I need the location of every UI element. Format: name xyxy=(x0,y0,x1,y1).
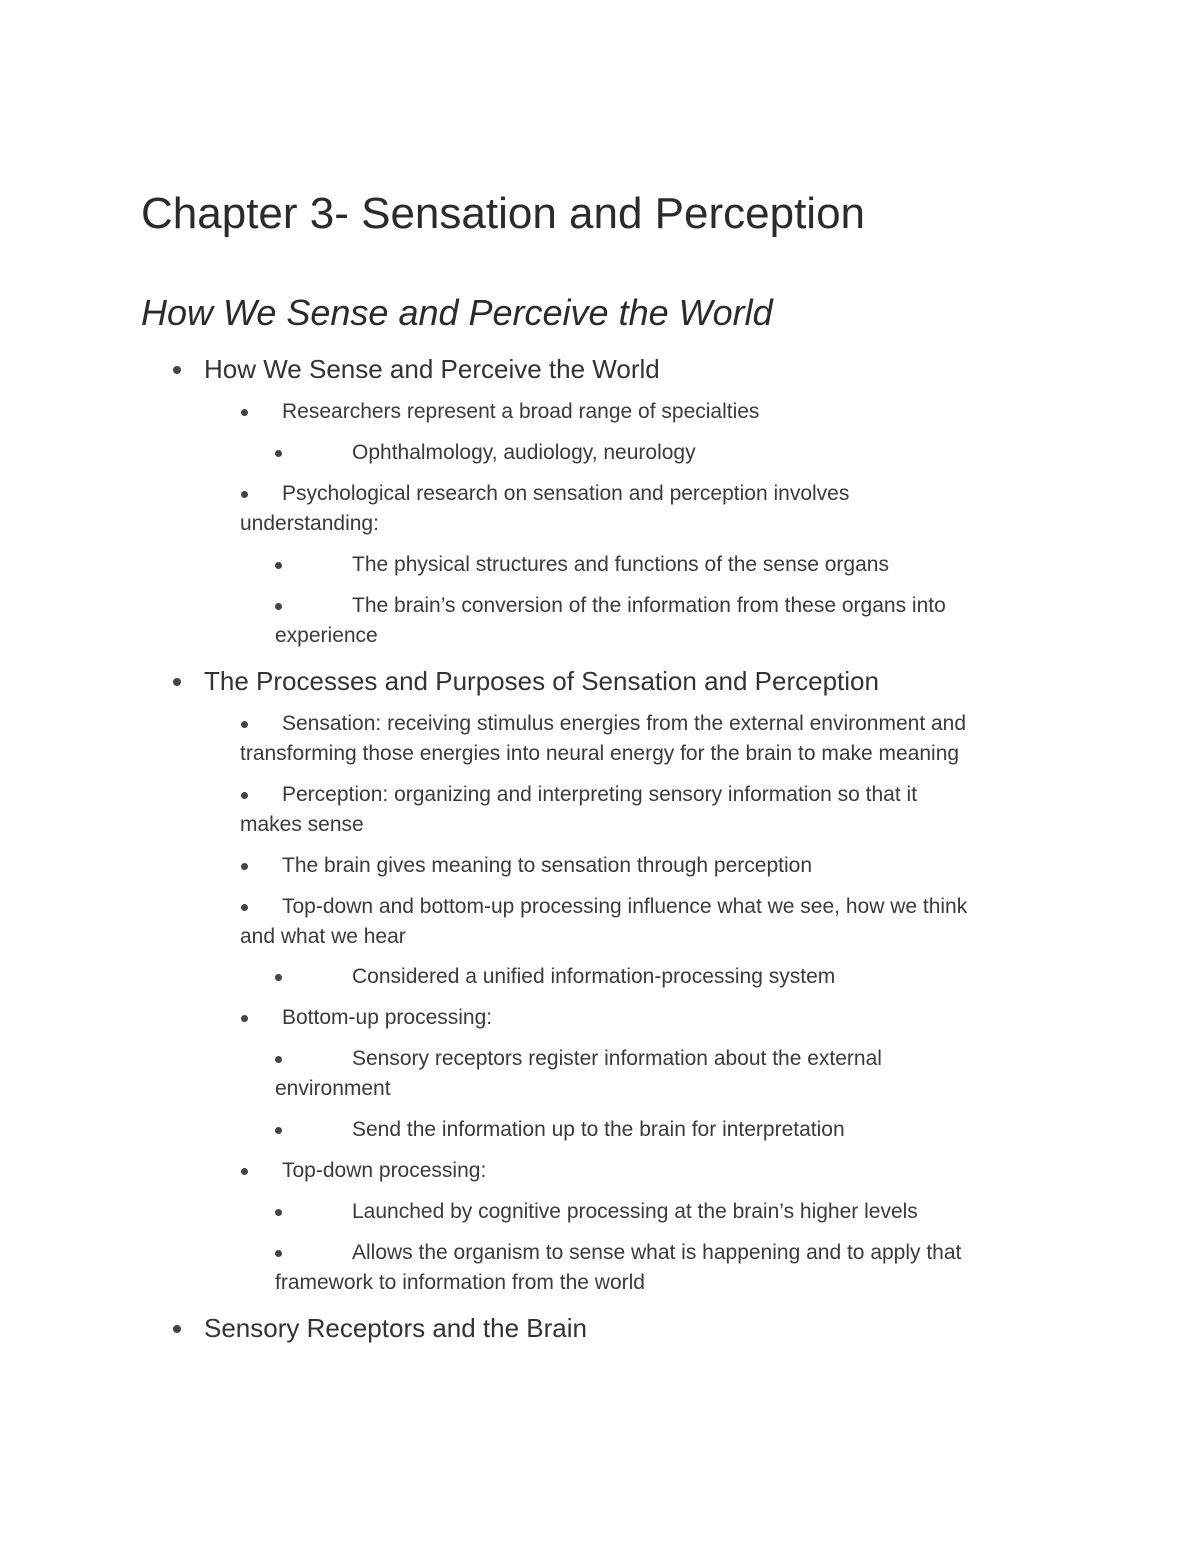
bullet-icon xyxy=(241,1168,248,1175)
section-heading xyxy=(204,1310,587,1346)
list-item xyxy=(282,892,967,922)
page-title: Chapter 3- Sensation and Perception xyxy=(141,189,866,238)
list-item xyxy=(352,1044,882,1074)
list-item-continuation xyxy=(275,1268,645,1298)
list-item-text: Sensory receptors register information about the external xyxy=(352,1047,882,1070)
list-item-text: Allows the organism to sense what is happening and to apply that xyxy=(352,1241,962,1264)
list-item-text: Perception: organizing and interpreting sensory information so that it xyxy=(282,783,918,806)
bullet-icon xyxy=(241,904,248,911)
bullet-icon xyxy=(173,678,181,686)
list-item-continuation xyxy=(240,739,959,769)
list-item xyxy=(352,962,835,992)
list-item xyxy=(352,438,696,468)
list-item-text: The brain’s conversion of the information from these organs into xyxy=(352,594,946,617)
list-item-text: The physical structures and functions of the sense organs xyxy=(352,553,889,576)
bullet-icon xyxy=(173,1325,181,1333)
list-item-text: Researchers represent a broad range of specialties xyxy=(282,400,760,423)
list-item xyxy=(352,1115,845,1145)
list-item xyxy=(352,1197,918,1227)
bullet-icon xyxy=(275,450,282,457)
list-item-text: experience xyxy=(275,624,378,647)
list-item-text: framework to information from the world xyxy=(275,1271,645,1294)
bullet-icon xyxy=(275,974,282,981)
list-item-continuation xyxy=(275,621,378,651)
bullet-icon xyxy=(241,721,248,728)
section-heading-text: Sensory Receptors and the Brain xyxy=(204,1313,587,1343)
section-heading-text: The Processes and Purposes of Sensation and Perception xyxy=(204,666,879,696)
bullet-icon xyxy=(241,863,248,870)
bullet-icon xyxy=(275,603,282,610)
bullet-icon xyxy=(275,1250,282,1257)
bullet-icon xyxy=(275,562,282,569)
list-item-text: Psychological research on sensation and perception involves xyxy=(282,482,850,505)
bullet-icon xyxy=(241,792,248,799)
list-item-text: Sensation: receiving stimulus energies from the external environment and xyxy=(282,712,967,735)
list-item xyxy=(352,591,946,621)
list-item-text: Launched by cognitive processing at the brain’s higher levels xyxy=(352,1200,918,1223)
list-item xyxy=(352,1238,961,1268)
list-item-continuation xyxy=(240,509,379,539)
page-subtitle: How We Sense and Perceive the World xyxy=(141,292,773,333)
bullet-icon xyxy=(241,409,248,416)
bullet-icon xyxy=(275,1056,282,1063)
bullet-icon xyxy=(275,1209,282,1216)
list-item-text: Top-down and bottom-up processing influence what we see, how we think xyxy=(282,895,968,918)
section-heading xyxy=(204,351,660,387)
list-item-text: Send the information up to the brain for interpretation xyxy=(352,1118,845,1141)
list-item-text: Considered a unified information-processing system xyxy=(352,965,836,988)
list-item xyxy=(282,397,759,427)
list-item xyxy=(282,709,966,739)
list-item-text: understanding: xyxy=(240,512,379,535)
bullet-icon xyxy=(241,491,248,498)
bullet-icon xyxy=(173,366,181,374)
list-item-text: transforming those energies into neural energy for the brain to make meaning xyxy=(240,742,960,765)
list-item-text: Ophthalmology, audiology, neurology xyxy=(352,441,696,464)
list-item xyxy=(352,550,889,580)
list-item-text: environment xyxy=(275,1077,391,1100)
list-item xyxy=(282,1003,492,1033)
list-item-text: The brain gives meaning to sensation through perception xyxy=(282,854,813,877)
bullet-icon xyxy=(241,1015,248,1022)
list-item xyxy=(282,479,849,509)
list-item-continuation xyxy=(240,810,364,840)
list-item xyxy=(282,851,812,881)
bullet-icon xyxy=(275,1127,282,1134)
list-item-text: makes sense xyxy=(240,813,364,836)
list-item-continuation xyxy=(240,922,406,952)
list-item xyxy=(282,1156,486,1186)
section-heading-text: How We Sense and Perceive the World xyxy=(204,354,660,384)
list-item-text: and what we hear xyxy=(240,925,406,948)
list-item-continuation xyxy=(275,1074,391,1104)
list-item xyxy=(282,780,917,810)
list-item-text: Top-down processing: xyxy=(282,1159,487,1182)
list-item-text: Bottom-up processing: xyxy=(282,1006,493,1029)
section-heading xyxy=(204,663,879,699)
